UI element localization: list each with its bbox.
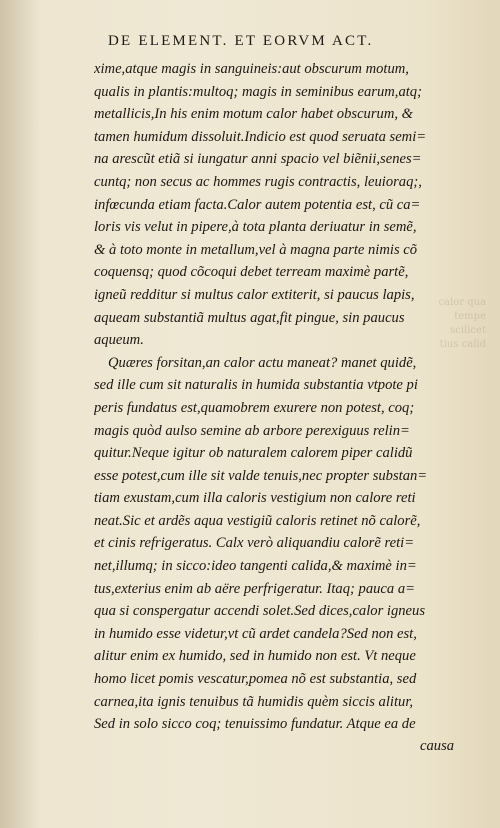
text-line: & à toto monte in metallum,vel à magna parte nimis cõ	[94, 241, 418, 258]
text-line: cuntq; non secus ac hommes rugis contractis, leuioraq;,	[94, 173, 422, 190]
bleed-through-line: calor qua	[438, 297, 486, 308]
text-line: na arescũt etiã si iungatur anni spacio vel biẽnii,senes=	[94, 151, 422, 168]
text-line: net,illumq; in sicco:ideo tangenti calida,& maximè in=	[94, 558, 417, 575]
text-line: aqueam substantiã multus agat,fit pingue, sin paucus	[94, 309, 405, 326]
bleed-through-line: scilicet	[450, 325, 486, 336]
text-line: et cinis refrigeratus. Calx verò aliquandiu calorẽ reti=	[94, 535, 415, 552]
text-line: tus,exterius enim ab aëre perfrigeratur. Itaq; pauca a=	[94, 580, 415, 597]
text-line: coquensq; quod cõcoqui debet terream maximè partẽ,	[94, 264, 409, 281]
text-line: igneũ redditur si multus calor extiterit, si paucus lapis,	[94, 286, 415, 303]
text-line: alitur enim ex humido, sed in humido non est. Vt neque	[94, 648, 416, 665]
text-line: tiam exustam,cum illa caloris vestigium non calore reti	[94, 490, 416, 507]
text-line: sed ille cum sit naturalis in humida substantia vtpote pi	[94, 377, 418, 394]
text-line: qualis in plantis:multoq; magis in seminibus earum,atq;	[94, 83, 422, 100]
text-line: neat.Sic et ardẽs aqua vestigiũ caloris retinet nõ calorẽ,	[94, 512, 421, 529]
bleed-through-line: tempe	[454, 311, 486, 322]
text-line: homo licet pomis vescatur,pomea nõ est substantia, sed	[94, 671, 417, 688]
text-line: metallicis,In his enim motum calor habet obscurum, &	[94, 106, 414, 123]
text-line: carnea,ita ignis tenuibus tã humidis quèm siccis alitur,	[94, 693, 414, 710]
text-line: loris vis velut in pipere,à tota planta deriuatur in semẽ,	[94, 219, 417, 236]
text-line: aqueum.	[94, 332, 144, 349]
text-line: xime,atque magis in sanguineis:aut obscurum motum,	[94, 61, 409, 77]
bleed-through-line: tius calid	[439, 339, 486, 350]
paragraph-start-line: Quæres forsitan,an calor actu maneat? manet quidẽ,	[108, 354, 417, 371]
running-head: DE ELEMENT. ET EORVM ACT.	[108, 33, 374, 49]
body-text	[94, 58, 464, 736]
text-line: tamen humidum dissoluit.Indicio est quod seruata semi=	[94, 128, 427, 145]
gutter-shadow	[0, 0, 40, 828]
text-line: peris fundatus est,quamobrem exurere non potest, coq;	[94, 399, 415, 416]
text-line: quitur.Neque igitur ob naturalem calorem piper calidũ	[94, 445, 413, 462]
text-line: magis quòd aulso semine ab arbore perexiguus relin=	[94, 422, 410, 439]
text-line: esse potest,cum ille sit valde tenuis,nec propter substan=	[94, 467, 428, 484]
text-line: Sed in solo sicco coq; tenuissimo fundatur. Atque ea de	[94, 716, 416, 733]
text-line: in humido esse videtur,vt cũ ardet candela?Sed non est,	[94, 625, 417, 642]
text-line: qua si conspergatur accendi solet.Sed dices,calor igneus	[94, 603, 426, 620]
catchword: causa	[420, 738, 455, 754]
text-line: infœcunda etiam facta.Calor autem potentia est, cũ ca=	[94, 196, 421, 213]
